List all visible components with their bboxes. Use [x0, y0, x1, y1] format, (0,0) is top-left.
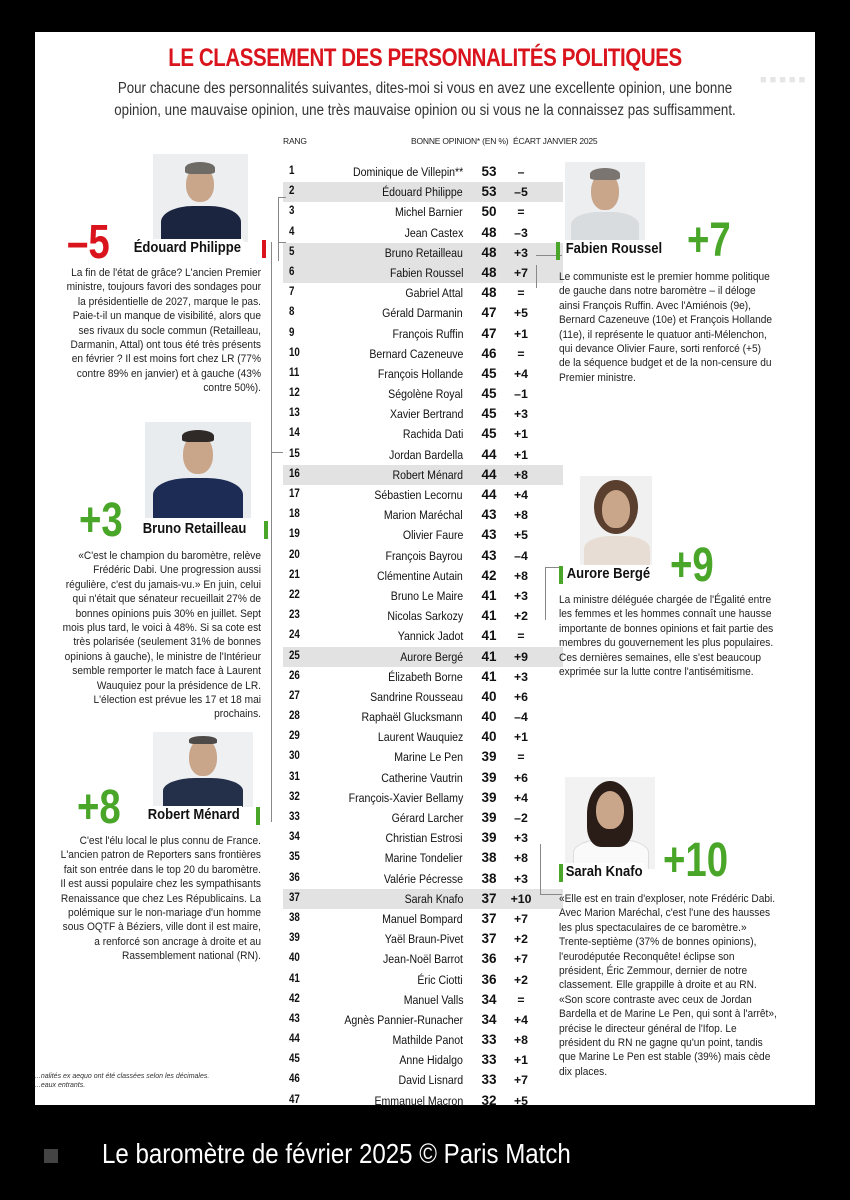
- name-cell: Catherine Vautrin: [381, 770, 463, 785]
- connector-line: [540, 844, 541, 894]
- change-cell: +5: [513, 528, 529, 543]
- name-cell: Jean-Noël Barrot: [383, 952, 463, 967]
- name-cell: Marine Le Pen: [394, 750, 463, 765]
- name-cell: Ségolène Royal: [388, 387, 463, 402]
- score-cell: 38: [481, 870, 497, 886]
- table-row: [283, 364, 563, 384]
- change-cell: +3: [513, 407, 529, 422]
- change-cell: +3: [513, 245, 529, 260]
- table-row: [283, 1010, 563, 1030]
- change-cell: +6: [513, 770, 529, 785]
- change-cell: +4: [513, 1012, 529, 1027]
- rank-cell: 24: [289, 629, 300, 642]
- name-cell: François Ruffin: [392, 326, 463, 341]
- change-cell: –4: [514, 548, 528, 563]
- change-cell: –: [517, 165, 525, 179]
- change-cell: =: [517, 286, 525, 301]
- roussel-photo: [565, 162, 645, 242]
- name-cell: David Lisnard: [398, 1073, 463, 1088]
- rank-cell: 8: [289, 306, 295, 319]
- page-subtitle: Pour chacune des personnalités suivantes, dites-moi si vous en avez une excellente opinion, une bonne opinion, une mauvaise opinion, une très mauvaise opinion ou si vous ne la connaissez pas suffisamment.: [114, 80, 736, 119]
- score-cell: 41: [481, 628, 497, 644]
- change-cell: +8: [513, 851, 529, 866]
- ranking-table: [283, 162, 563, 1105]
- table-row: [283, 303, 563, 323]
- name-cell: François Bayrou: [386, 548, 463, 563]
- score-cell: 53: [481, 164, 497, 179]
- knafo-text: «Elle est en train d'exploser, note Frédéric Dabi. Avec Marion Maréchal, c'est l'une des hausses les plus spectaculaires de ce baromètre.» Trente-septième (37% de bonnes opinions), l'eurodéputée Reconquête! éclipse son président, Éric Zemmour, dernier de notre classement. Elle grappille à droite et au RN. «Son score contraste avec ceux de Jordan Bardella et de Marine Le Pen, qui sont à l'arrêt», précise le directeur général de l'Ifop. Le président du RN ne gagne qu'un point, tandis que Marine Le Pen est stable (39%) mais cède dix places.: [559, 893, 777, 1078]
- header-gap: ÉCART JANVIER 2025: [513, 136, 598, 146]
- name-cell: Dominique de Villepin**: [352, 165, 463, 179]
- name-cell: Raphaël Glucksmann: [361, 710, 463, 725]
- berge-text: La ministre déléguée chargée de l'Égalité entre les femmes et les hommes connaît une hausse importante de bonnes opinions et fait partie des membres du gouvernement les plus populaires. Ces dernières semaines, elle s'est beaucoup exprimée sur la lutte contre l'antisémitisme.: [559, 594, 774, 679]
- rank-cell: 10: [289, 346, 300, 359]
- score-cell: 34: [481, 1011, 497, 1027]
- retailleau-photo: [145, 422, 251, 518]
- name-cell: Anne Hidalgo: [399, 1053, 463, 1068]
- change-cell: =: [517, 346, 525, 361]
- name-cell: Xavier Bertrand: [389, 407, 463, 422]
- name-cell: Sébastien Lecornu: [374, 488, 463, 502]
- rank-cell: 26: [289, 669, 300, 682]
- change-cell: +1: [513, 427, 529, 442]
- philippe-photo: [153, 154, 248, 242]
- table-row: [283, 162, 563, 182]
- table-row: [283, 848, 563, 868]
- table-row: [283, 465, 563, 485]
- roussel-text: Le communiste est le premier homme politique de gauche dans notre baromètre – il déloge ainsi François Ruffin. Avec l'Amiénois (9e), Bernard Cazeneuve (10e) et François Hollande (11e), il représente le quatuor anti-Mélenchon, qui devance Olivier Faure, sorti renforcé (+5) de la séquence budget et de la non-censure du Premier ministre.: [559, 271, 773, 384]
- score-cell: 44: [481, 466, 497, 482]
- rank-cell: 35: [289, 851, 300, 864]
- rank-cell: 12: [289, 387, 300, 400]
- score-cell: 36: [481, 971, 497, 987]
- table-row: [283, 1070, 563, 1090]
- table-row: [283, 1050, 563, 1070]
- name-cell: Nicolas Sarkozy: [387, 609, 463, 624]
- table-row: [283, 647, 563, 667]
- change-cell: +1: [513, 730, 529, 745]
- rank-cell: 43: [289, 1012, 300, 1025]
- rank-cell: 13: [289, 407, 300, 420]
- change-cell: +2: [513, 609, 529, 624]
- change-cell: +9: [513, 649, 529, 664]
- name-cell: Édouard Philippe: [382, 185, 463, 200]
- score-cell: 40: [481, 709, 497, 725]
- change-cell: –4: [514, 710, 528, 725]
- change-cell: +8: [513, 508, 529, 523]
- header-opinion: BONNE OPINION* (EN %): [411, 136, 509, 146]
- name-cell: Manuel Bompard: [382, 911, 463, 926]
- score-cell: 48: [481, 264, 497, 280]
- retailleau-bar: [264, 521, 268, 539]
- table-row: [283, 182, 563, 202]
- score-cell: 41: [481, 587, 497, 603]
- rank-cell: 17: [289, 488, 300, 500]
- rank-cell: 3: [289, 205, 295, 218]
- change-cell: –1: [514, 387, 528, 402]
- score-cell: 38: [481, 850, 497, 866]
- retailleau-name: Bruno Retailleau: [140, 520, 249, 538]
- table-row: [283, 344, 563, 364]
- article-page: [35, 32, 815, 1105]
- name-cell: Jordan Bardella: [388, 447, 463, 462]
- rank-cell: 31: [289, 770, 300, 783]
- score-cell: 45: [481, 406, 497, 422]
- retailleau-text: «C'est le champion du baromètre, relève Frédéric Dabi. Une progression aussi régulière, c'est du jamais-vu.» En juin, celui qui n'était que sénateur recueillait 27% de bonnes opinions puis 30% en juillet. Sept mois plus tard, le voici à 48%. Si sa cote est très polarisée (seulement 31% de bonnes opinions à gauche), le ministre de l'Intérieur semble remporter le match face à Laurent Wauquiez pour la présidence de LR. L'élection est prévue les 17 et 18 mai prochains.: [62, 550, 262, 721]
- change-cell: +8: [513, 467, 529, 482]
- change-cell: +2: [513, 932, 529, 947]
- change-cell: +1: [513, 447, 529, 462]
- score-cell: 43: [481, 547, 497, 563]
- score-cell: 40: [481, 688, 497, 704]
- table-row: [283, 202, 563, 222]
- table-row: [283, 869, 563, 889]
- menard-delta: +8: [77, 781, 121, 834]
- name-cell: Agnès Pannier-Runacher: [344, 1012, 463, 1027]
- score-cell: 36: [481, 951, 497, 967]
- table-row: [283, 667, 563, 687]
- table-row: [283, 566, 563, 586]
- change-cell: +1: [513, 1053, 529, 1068]
- rank-cell: 25: [289, 649, 300, 662]
- change-cell: +7: [513, 265, 529, 280]
- table-row: [283, 1091, 563, 1105]
- table-row: [283, 808, 563, 828]
- rank-cell: 28: [289, 710, 300, 723]
- change-cell: +7: [513, 952, 529, 967]
- score-cell: 47: [481, 305, 497, 321]
- caption-icon: [44, 1149, 58, 1163]
- rank-cell: 41: [289, 972, 300, 985]
- rank-cell: 33: [289, 811, 300, 823]
- connector-line: [536, 265, 537, 288]
- rank-cell: 20: [289, 548, 300, 561]
- name-cell: Olivier Faure: [402, 528, 463, 543]
- change-cell: +3: [513, 831, 529, 846]
- table-row: [283, 283, 563, 303]
- score-cell: 50: [481, 204, 497, 220]
- rank-cell: 29: [289, 730, 300, 743]
- name-cell: Clémentine Autain: [377, 568, 463, 583]
- score-cell: 32: [481, 1092, 497, 1105]
- rank-cell: 16: [289, 467, 300, 480]
- table-row: [283, 889, 563, 909]
- score-cell: 39: [481, 769, 497, 785]
- rank-cell: 21: [289, 568, 300, 581]
- score-cell: 37: [481, 890, 497, 906]
- menard-name: Robert Ménard: [145, 806, 242, 824]
- menard-text: C'est l'élu local le plus connu de France. L'ancien patron de Reporters sans frontières fait son entrée dans le top 20 du baromètre. Il est aussi populaire chez les sympathisants Renaissance que chez Les Républicains. La polémique sur le non-mariage d'un homme sous OQTF à Béziers, ville dont il est maire, a renforcé son ancrage à droite et au Rassemblement national (RN).: [60, 835, 262, 963]
- table-row: [283, 424, 563, 444]
- name-cell: Gabriel Attal: [405, 286, 463, 301]
- score-cell: 45: [481, 365, 497, 381]
- image-caption: Le baromètre de février 2025 © Paris Match: [102, 1138, 571, 1169]
- rank-cell: 7: [289, 286, 295, 299]
- roussel-bar: [556, 242, 560, 260]
- name-cell: Jean Castex: [404, 225, 463, 240]
- change-cell: +4: [513, 790, 529, 805]
- table-row: [283, 223, 563, 243]
- score-cell: 42: [481, 567, 497, 583]
- change-cell: =: [517, 629, 525, 644]
- score-cell: 33: [481, 1032, 497, 1048]
- rank-cell: 2: [289, 185, 295, 198]
- score-cell: 34: [481, 991, 497, 1007]
- berge-bar: [559, 566, 563, 584]
- menard-photo: [153, 732, 253, 807]
- change-cell: +5: [513, 306, 529, 321]
- connector-line: [271, 452, 272, 822]
- table-row: [283, 768, 563, 788]
- knafo-photo: [565, 777, 655, 869]
- name-cell: Yannick Jadot: [397, 629, 463, 644]
- change-cell: +10: [510, 891, 532, 906]
- philippe-bar: [262, 240, 266, 258]
- philippe-name: Édouard Philippe: [131, 239, 244, 257]
- change-cell: –5: [514, 185, 528, 200]
- knafo-name: Sarah Knafo: [563, 863, 645, 881]
- score-cell: 48: [481, 285, 497, 301]
- rank-cell: 42: [289, 992, 300, 1005]
- name-cell: Valérie Pécresse: [383, 871, 463, 886]
- footnote: ...nalités ex aequo ont été classées selon les décimales. ...eaux entrants.: [35, 1073, 210, 1089]
- table-row: [283, 707, 563, 727]
- score-cell: 39: [481, 830, 497, 846]
- score-cell: 48: [481, 244, 497, 260]
- score-cell: 41: [481, 668, 497, 684]
- rank-cell: 30: [289, 750, 300, 763]
- name-cell: Fabien Roussel: [389, 265, 463, 280]
- philippe-text: La fin de l'état de grâce? L'ancien Premier ministre, toujours favori des sondages pour la présidentielle de 2027, marque le pas. Paie-t-il un manque de visibilité, alors que ses rivaux du socle commun (Retailleau, Darmanin, Attal) ont tous été très présents en février ? Il est moins fort chez LR (77% contre 89% en janvier) et à gauche (43% contre 50%).: [66, 267, 262, 395]
- rank-cell: 18: [289, 508, 300, 521]
- name-cell: Bernard Cazeneuve: [368, 346, 463, 361]
- table-row: [283, 243, 563, 263]
- rank-cell: 36: [289, 871, 300, 884]
- connector-line: [271, 452, 283, 453]
- rank-cell: 47: [289, 1093, 300, 1105]
- table-row: [283, 445, 563, 465]
- table-row: [283, 626, 563, 646]
- roussel-delta: +7: [687, 214, 731, 267]
- score-cell: 43: [481, 507, 497, 523]
- connector-line: [545, 567, 546, 620]
- change-cell: =: [517, 750, 525, 765]
- name-cell: Michel Barnier: [395, 205, 463, 220]
- retailleau-delta: +3: [79, 494, 123, 547]
- connector-line: [278, 242, 286, 243]
- change-cell: +4: [513, 366, 529, 381]
- score-cell: 47: [481, 325, 497, 341]
- score-cell: 37: [481, 910, 497, 926]
- name-cell: François Hollande: [377, 366, 463, 381]
- name-cell: Christian Estrosi: [386, 831, 463, 846]
- table-row: [283, 384, 563, 404]
- rank-cell: 34: [289, 831, 300, 844]
- name-cell: Marine Tondelier: [385, 851, 463, 866]
- score-cell: 33: [481, 1052, 497, 1068]
- table-row: [283, 606, 563, 626]
- table-row: [283, 485, 563, 505]
- score-cell: 39: [481, 810, 497, 825]
- table-row: [283, 727, 563, 747]
- score-cell: 45: [481, 386, 497, 402]
- name-cell: Élizabeth Borne: [388, 669, 463, 684]
- header-rank: RANG: [283, 136, 307, 146]
- name-cell: Yaël Braun-Pivet: [384, 932, 463, 947]
- name-cell: Laurent Wauquiez: [377, 730, 463, 745]
- name-cell: Aurore Bergé: [400, 649, 463, 664]
- change-cell: +2: [513, 972, 529, 987]
- score-cell: 43: [481, 527, 497, 543]
- score-cell: 48: [481, 224, 497, 240]
- table-row: [283, 909, 563, 929]
- table-row: [283, 949, 563, 969]
- change-cell: +8: [513, 1033, 529, 1048]
- name-cell: Bruno Retailleau: [384, 245, 463, 260]
- connector-line: [278, 197, 279, 261]
- table-row: [283, 828, 563, 848]
- score-cell: 39: [481, 749, 497, 765]
- rank-cell: 19: [289, 528, 300, 541]
- name-cell: Éric Ciotti: [417, 972, 463, 987]
- roussel-name: Fabien Roussel: [563, 240, 665, 258]
- change-cell: +6: [513, 689, 529, 704]
- decorative-dots: ■■■■■: [760, 74, 809, 86]
- table-row: [283, 1030, 563, 1050]
- page-title: LE CLASSEMENT DES PERSONNALITÉS POLITIQUES: [168, 44, 682, 72]
- score-cell: 53: [481, 184, 497, 200]
- score-cell: 46: [481, 345, 497, 361]
- change-cell: +4: [513, 488, 529, 502]
- rank-cell: 1: [289, 165, 295, 177]
- table-row: [283, 324, 563, 344]
- connector-line: [278, 197, 286, 198]
- table-row: [283, 929, 563, 949]
- name-cell: Rachida Dati: [402, 427, 463, 442]
- berge-photo: [580, 476, 652, 566]
- name-cell: Gérald Darmanin: [382, 306, 463, 321]
- score-cell: 37: [481, 931, 497, 947]
- change-cell: +7: [513, 1073, 529, 1088]
- rank-cell: 11: [289, 366, 300, 379]
- score-cell: 41: [481, 608, 497, 624]
- rank-cell: 5: [289, 245, 295, 258]
- change-cell: +3: [513, 669, 529, 684]
- change-cell: –3: [514, 225, 528, 240]
- score-cell: 41: [481, 648, 497, 664]
- rank-cell: 14: [289, 427, 300, 440]
- change-cell: =: [517, 205, 525, 220]
- rank-cell: 40: [289, 952, 300, 965]
- score-cell: 44: [481, 487, 497, 502]
- name-cell: Gérard Larcher: [391, 811, 463, 825]
- rank-cell: 37: [289, 891, 300, 904]
- rank-cell: 44: [289, 1033, 300, 1046]
- change-cell: +8: [513, 568, 529, 583]
- table-row: [283, 263, 563, 283]
- table-row: [283, 586, 563, 606]
- table-row: [283, 970, 563, 990]
- menard-bar: [256, 807, 260, 825]
- table-row: [283, 505, 563, 525]
- change-cell: +3: [513, 871, 529, 886]
- rank-cell: 6: [289, 265, 295, 278]
- rank-cell: 38: [289, 911, 300, 924]
- name-cell: Robert Ménard: [392, 467, 463, 482]
- rank-cell: 15: [289, 447, 300, 460]
- score-cell: 45: [481, 426, 497, 442]
- score-cell: 44: [481, 446, 497, 462]
- change-cell: +5: [513, 1093, 529, 1105]
- change-cell: =: [517, 992, 525, 1007]
- change-cell: –2: [514, 811, 528, 825]
- table-row: [283, 747, 563, 767]
- table-row: [283, 525, 563, 545]
- rank-cell: 22: [289, 588, 300, 601]
- name-cell: Mathilde Panot: [392, 1033, 463, 1048]
- table-row: [283, 404, 563, 424]
- score-cell: 39: [481, 789, 497, 805]
- name-cell: Marion Maréchal: [384, 508, 463, 523]
- rank-cell: 4: [289, 225, 295, 238]
- berge-delta: +9: [670, 539, 714, 592]
- rank-cell: 46: [289, 1073, 300, 1086]
- table-row: [283, 990, 563, 1010]
- knafo-delta: +10: [663, 834, 729, 887]
- name-cell: Manuel Valls: [403, 992, 463, 1007]
- rank-cell: 45: [289, 1053, 300, 1066]
- score-cell: 33: [481, 1072, 497, 1088]
- name-cell: Sandrine Rousseau: [370, 689, 463, 704]
- berge-name: Aurore Bergé: [564, 565, 653, 583]
- name-cell: Sarah Knafo: [404, 891, 463, 906]
- rank-cell: 39: [289, 932, 300, 945]
- rank-cell: 27: [289, 689, 300, 702]
- name-cell: Bruno Le Maire: [390, 588, 463, 603]
- change-cell: +7: [513, 911, 529, 926]
- philippe-delta: –5: [67, 216, 110, 269]
- rank-cell: 23: [289, 609, 300, 622]
- table-row: [283, 687, 563, 707]
- table-row: [283, 788, 563, 808]
- rank-cell: 32: [289, 790, 300, 803]
- change-cell: +1: [513, 326, 529, 341]
- name-cell: Emmanuel Macron: [374, 1093, 463, 1105]
- score-cell: 40: [481, 729, 497, 745]
- name-cell: François-Xavier Bellamy: [348, 790, 463, 805]
- rank-cell: 9: [289, 326, 295, 339]
- change-cell: +3: [513, 588, 529, 603]
- table-row: [283, 546, 563, 566]
